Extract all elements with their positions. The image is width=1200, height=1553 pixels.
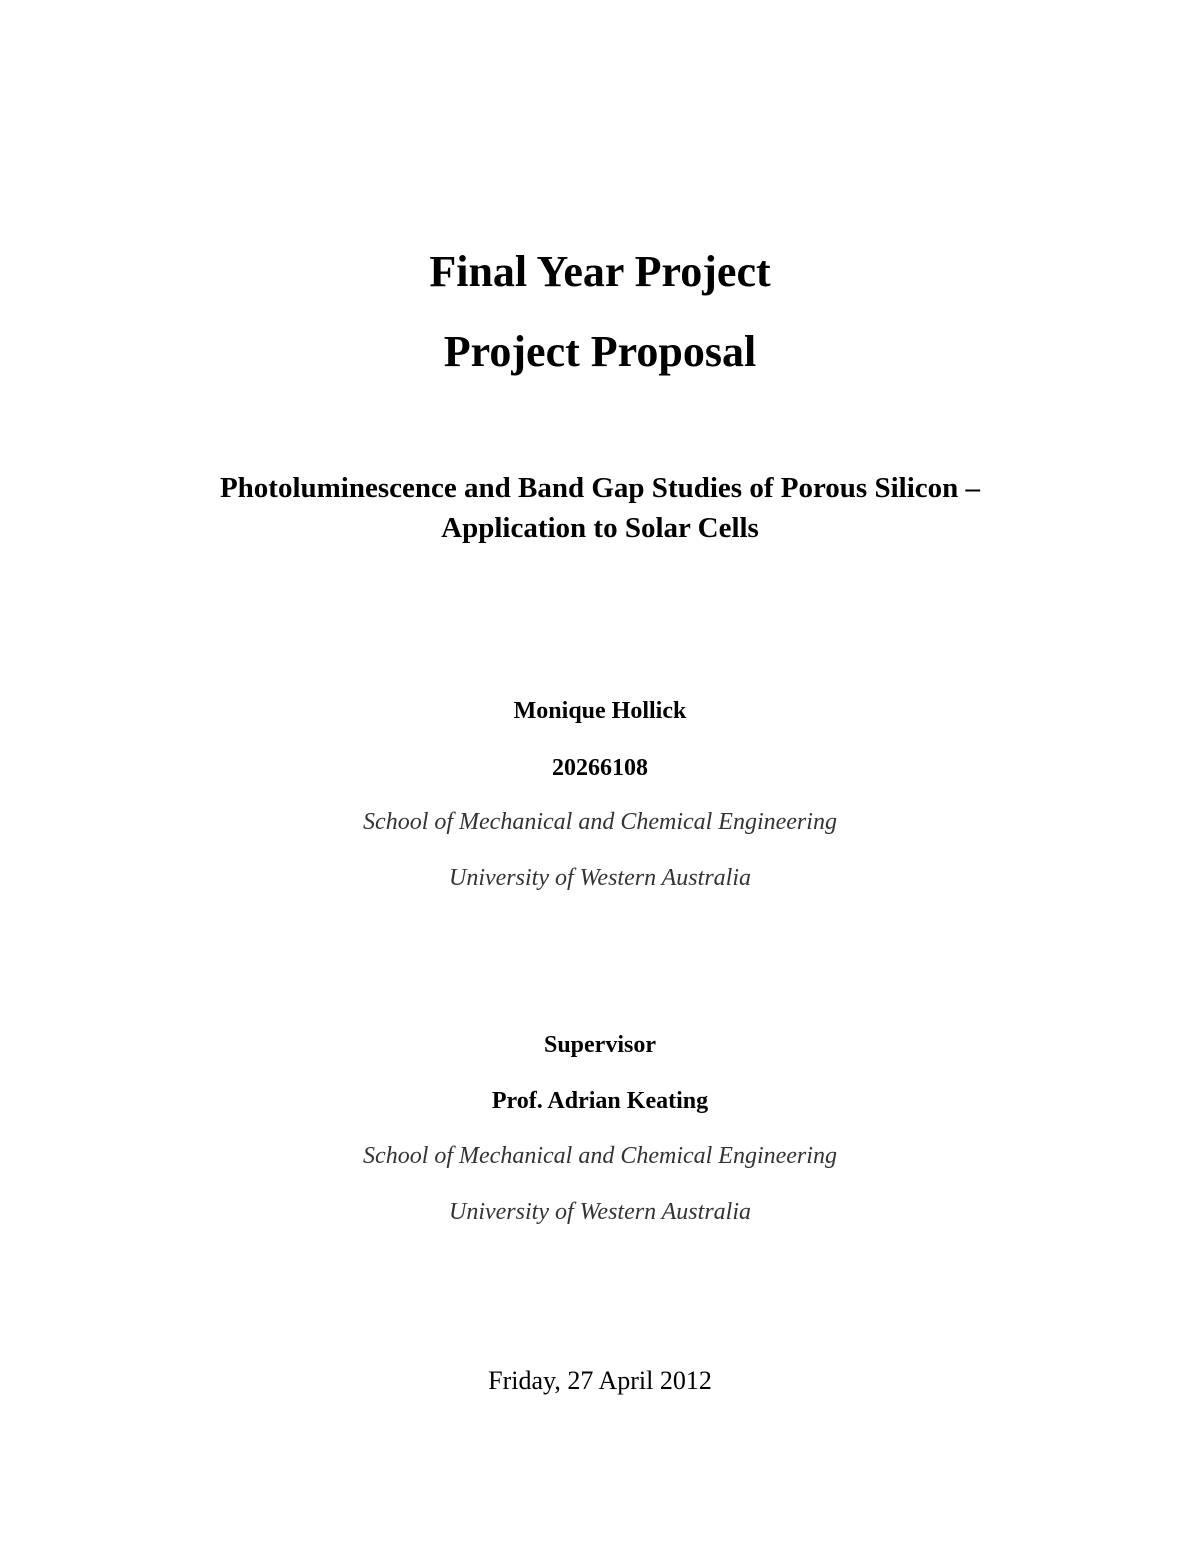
- supervisor-heading: Supervisor: [543, 1032, 656, 1058]
- supervisor-university: University of Western Australia: [449, 1199, 751, 1225]
- subtitle-line-1: Photoluminescence and Band Gap Studies of Porous Silicon –: [219, 472, 981, 504]
- author-name: Monique Hollick: [513, 698, 687, 724]
- student-number: 20266108: [552, 755, 648, 781]
- supervisor-name: Prof. Adrian Keating: [491, 1088, 709, 1114]
- subtitle-line-2: Application to Solar Cells: [441, 512, 759, 544]
- supervisor-school: School of Mechanical and Chemical Engineering: [363, 1143, 837, 1169]
- submission-date: Friday, 27 April 2012: [488, 1366, 712, 1395]
- title-line-1: Final Year Project: [429, 247, 771, 296]
- author-school: School of Mechanical and Chemical Engineering: [363, 809, 837, 835]
- author-university: University of Western Australia: [449, 865, 751, 891]
- title-line-2: Project Proposal: [443, 327, 757, 376]
